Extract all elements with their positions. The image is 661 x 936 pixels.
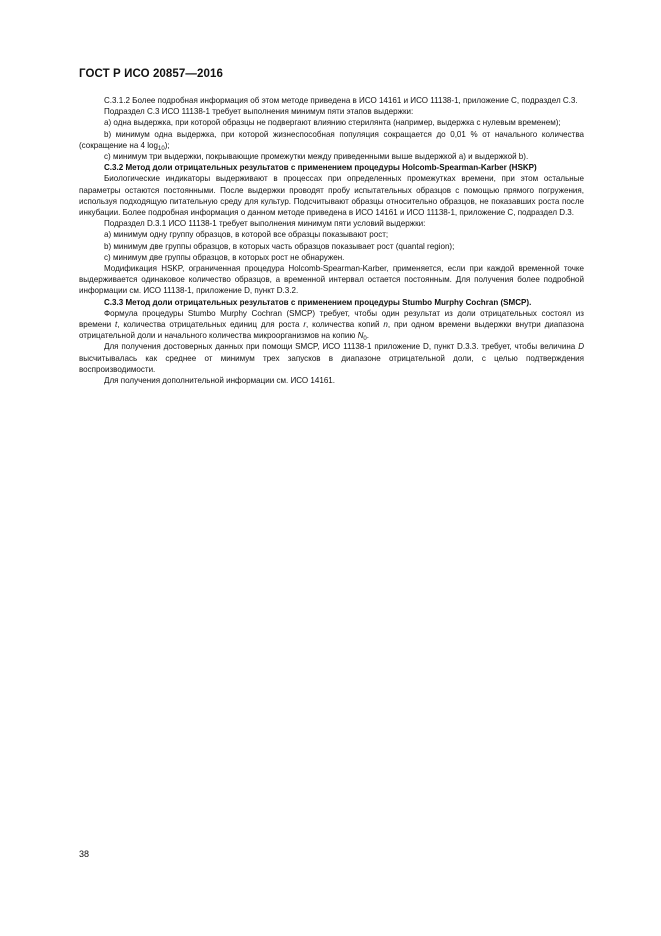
c33-p1-text-3: , количества копий [306,320,384,330]
c312-list-item-a: a) одна выдержка, при которой образцы не подвергают влиянию стерилянта (например, выдержка с нулевым временем); [104,118,561,128]
c312-item-b-text: b) минимум одна выдержка, при которой жизнеспособная популяция сокращается до 0,01 % от начального количества (сокращение на 4 log [79,129,584,150]
c32-paragraph-2: Модификация HSKP, ограниченная процедура Holcomb-Spearman-Karber, применяется, если при каждой временной точке выдерживается одинаковое количество образцов, а временной интервал остается постоянным. Для получения более подробной информации см. ИСО 11138-1, приложение D, пункт D.3.2. [79,264,584,296]
log-subscript: 10 [158,145,165,152]
var-D: D [578,342,584,352]
c32-list-item-a: a) минимум одну группу образцов, в которой все образцы показывают рост; [104,230,389,240]
c33-p1-text-1: Формула процедуры Stumbo Murphy Cochran (SMCP) требует, чтобы один результат из доли отрицательных состоял из времени [79,308,584,330]
c33-p2-text-1: Для получения достоверных данных при помощи SMCP, ИСО 11138-1 приложение D, пункт D.3.3. требует, чтобы величина [104,342,579,352]
c33-section-heading: С.3.3 Метод доли отрицательных результатов с применением процедуры Stumbo Murphy Cochran (SMCP). [104,297,532,307]
var-N-subscript: 0 [363,336,367,343]
var-N: N [357,331,364,341]
c312-item-b-end: ); [164,140,170,150]
page-header-title: ГОСТ Р ИСО 20857—2016 [79,68,224,80]
c33-paragraph-1 [79,308,584,342]
c32-list-item-b: b) минимум две группы образцов, в которых часть образцов показывает рост (quantal region); [104,241,455,251]
var-t: t [115,320,118,330]
c312-list-item-c: c) минимум три выдержки, покрывающие промежутки между приведенными выше выдержкой а) и выдержкой b). [104,152,529,162]
c33-paragraph-3: Для получения дополнительной информации см. ИСО 14161. [104,376,336,386]
c33-p1-text-2: , количества отрицательных единиц для роста [117,320,304,330]
c33-p1-end: . [366,331,370,341]
c33-p2-text-2: высчитывалась как среднее от минимум трех запусков в диапазоне отрицательной доли, с целью подтверждения воспроизводимости. [79,353,584,374]
page-number: 38 [79,849,90,859]
var-n: n [383,320,388,330]
c33-paragraph-2 [79,341,584,375]
c32-requirement: Подраздел D.3.1 ИСО 11138-1 требует выполнения минимум пяти условий выдержки: [104,219,426,229]
c312-intro: С.3.1.2 Более подробная информация об этом методе приведена в ИСО 14161 и ИСО 11138-1, приложение С, подраздел С.3. [104,96,578,105]
c33-p1-text-4: , при одном времени выдержки внутри диапазона отрицательной доли и начального количества микроорганизмов на копию [79,320,585,341]
c32-list-item-c: c) минимум две группы образцов, в которых рост не обнаружен. [104,252,345,262]
var-r: r [303,320,307,330]
c32-section-heading: С.3.2 Метод доли отрицательных результатов с применением процедуры Holcomb-Spearman-Karber (HSKP) [104,163,537,173]
c312-requirement: Подраздел С.3 ИСО 11138-1 требует выполнения минимум пяти этапов выдержки: [104,107,414,117]
c312-list-item-b [79,129,584,151]
document-body [79,95,584,386]
c32-paragraph-1: Биологические индикаторы выдерживают в процессах при определенных промежутках времени, при этом остальные параметры остаются постоянными. После выдержки проводят пробу испытательных образцов с помощью прямого погружения, используя подходящую питательную среду для культур. Подсчитывают образцы относительно образцов, не показавших роста после инкубации. Более подробная информация о данном методе приведена в ИСО 14161 и ИСО 11138-1, приложение С, подраздел D.3. [79,174,584,218]
